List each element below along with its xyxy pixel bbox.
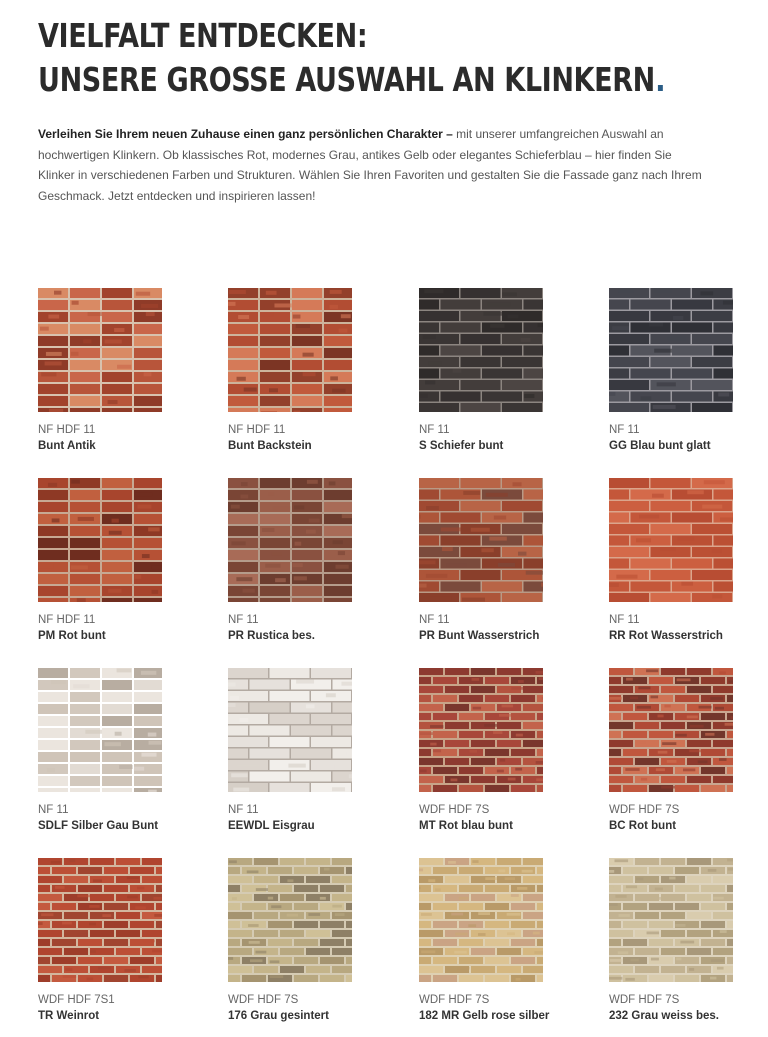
brick-swatch-image[interactable] bbox=[38, 288, 162, 412]
product-code: WDF HDF 7S bbox=[609, 994, 680, 1006]
product-code: WDF HDF 7S bbox=[228, 994, 299, 1006]
intro-body: mit unserer umfangreichen Auswahl an hochwertigen Klinkern. Ob klassisches Rot, modernes Grau, antikes Gelb oder elegantes Schieferblau – hier finden Sie Klinker in verschiedenen Farben und Strukturen. Wählen Sie Ihren Favoriten und gestalten Sie die Fassade ganz nach Ihrem Geschmack. Jetzt entdecken und inspirieren lassen! bbox=[38, 127, 702, 203]
intro-paragraph bbox=[38, 124, 703, 206]
product-tile[interactable] bbox=[419, 478, 543, 644]
brick-swatch-image[interactable] bbox=[419, 858, 543, 982]
brick-swatch-image[interactable] bbox=[609, 478, 733, 602]
product-name[interactable]: RR Rot Wasserstrich bbox=[609, 630, 723, 642]
brick-swatch-image[interactable] bbox=[609, 668, 733, 792]
brick-swatch-image[interactable] bbox=[38, 478, 162, 602]
product-tile[interactable] bbox=[609, 668, 733, 834]
brick-swatch-image[interactable] bbox=[609, 858, 733, 982]
product-code: NF 11 bbox=[609, 614, 640, 626]
product-tile[interactable] bbox=[419, 288, 543, 454]
product-tile[interactable] bbox=[609, 478, 733, 644]
product-tile[interactable] bbox=[419, 858, 550, 1024]
product-name[interactable]: SDLF Silber Gau Bunt bbox=[38, 820, 159, 832]
product-name[interactable]: 182 MR Gelb rose silber bbox=[419, 1010, 550, 1022]
product-tile[interactable] bbox=[38, 858, 162, 1024]
brick-swatch-image[interactable] bbox=[228, 478, 352, 602]
product-code: WDF HDF 7S bbox=[419, 994, 490, 1006]
brick-swatch-image[interactable] bbox=[228, 668, 352, 792]
product-tile[interactable] bbox=[228, 858, 352, 1024]
product-tile[interactable] bbox=[228, 288, 352, 454]
headline-line-2 bbox=[38, 58, 663, 102]
product-code: NF 11 bbox=[419, 424, 450, 436]
brick-swatch-image[interactable] bbox=[228, 288, 352, 412]
product-name[interactable]: PR Rustica bes. bbox=[228, 630, 315, 642]
brick-swatch-image[interactable] bbox=[609, 288, 733, 412]
product-name[interactable]: PR Bunt Wasserstrich bbox=[419, 630, 540, 642]
product-code: WDF HDF 7S bbox=[419, 804, 490, 816]
product-code: WDF HDF 7S bbox=[609, 804, 680, 816]
product-name[interactable]: 176 Grau gesintert bbox=[228, 1010, 329, 1022]
product-tile[interactable] bbox=[609, 858, 733, 1024]
brick-swatch-image[interactable] bbox=[419, 288, 543, 412]
headline-accent-square bbox=[658, 85, 663, 91]
brick-swatch-image[interactable] bbox=[419, 478, 543, 602]
brick-swatch-image[interactable] bbox=[228, 858, 352, 982]
product-code: NF 11 bbox=[228, 614, 259, 626]
headline-line-2-text: UNSERE GROSSE AUSWAHL AN KLINKERN bbox=[38, 60, 655, 99]
product-code: NF 11 bbox=[609, 424, 640, 436]
product-tile[interactable] bbox=[38, 668, 162, 834]
product-code: NF 11 bbox=[228, 804, 259, 816]
product-tile[interactable] bbox=[419, 668, 543, 834]
product-code: NF HDF 11 bbox=[38, 614, 96, 626]
product-tile[interactable] bbox=[38, 288, 162, 454]
product-name[interactable]: EEWDL Eisgrau bbox=[228, 820, 315, 832]
product-name[interactable]: S Schiefer bunt bbox=[419, 440, 504, 452]
product-code: WDF HDF 7S1 bbox=[38, 994, 115, 1006]
product-name[interactable]: MT Rot blau bunt bbox=[419, 820, 513, 832]
product-code: NF 11 bbox=[38, 804, 69, 816]
product-code: NF HDF 11 bbox=[228, 424, 286, 436]
brick-swatch-image[interactable] bbox=[38, 858, 162, 982]
intro-lead: Verleihen Sie Ihrem neuen Zuhause einen ganz persönlichen Charakter – bbox=[38, 127, 453, 141]
product-tile[interactable] bbox=[228, 668, 352, 834]
brick-swatch-image[interactable] bbox=[38, 668, 162, 792]
page-headline bbox=[38, 14, 663, 102]
product-tile[interactable] bbox=[609, 288, 733, 454]
product-name[interactable]: Bunt Antik bbox=[38, 440, 96, 452]
product-name[interactable]: Bunt Backstein bbox=[228, 440, 312, 452]
product-code: NF 11 bbox=[419, 614, 450, 626]
product-tile[interactable] bbox=[38, 478, 162, 644]
product-name[interactable]: 232 Grau weiss bes. bbox=[609, 1010, 719, 1022]
product-code: NF HDF 11 bbox=[38, 424, 96, 436]
headline-line-1: VIELFALT ENTDECKEN: bbox=[38, 16, 368, 55]
product-name[interactable]: GG Blau bunt glatt bbox=[609, 440, 711, 452]
product-tile[interactable] bbox=[228, 478, 352, 644]
product-name[interactable]: TR Weinrot bbox=[38, 1010, 100, 1022]
product-name[interactable]: PM Rot bunt bbox=[38, 630, 106, 642]
brick-swatch-image[interactable] bbox=[419, 668, 543, 792]
product-name[interactable]: BC Rot bunt bbox=[609, 820, 677, 832]
